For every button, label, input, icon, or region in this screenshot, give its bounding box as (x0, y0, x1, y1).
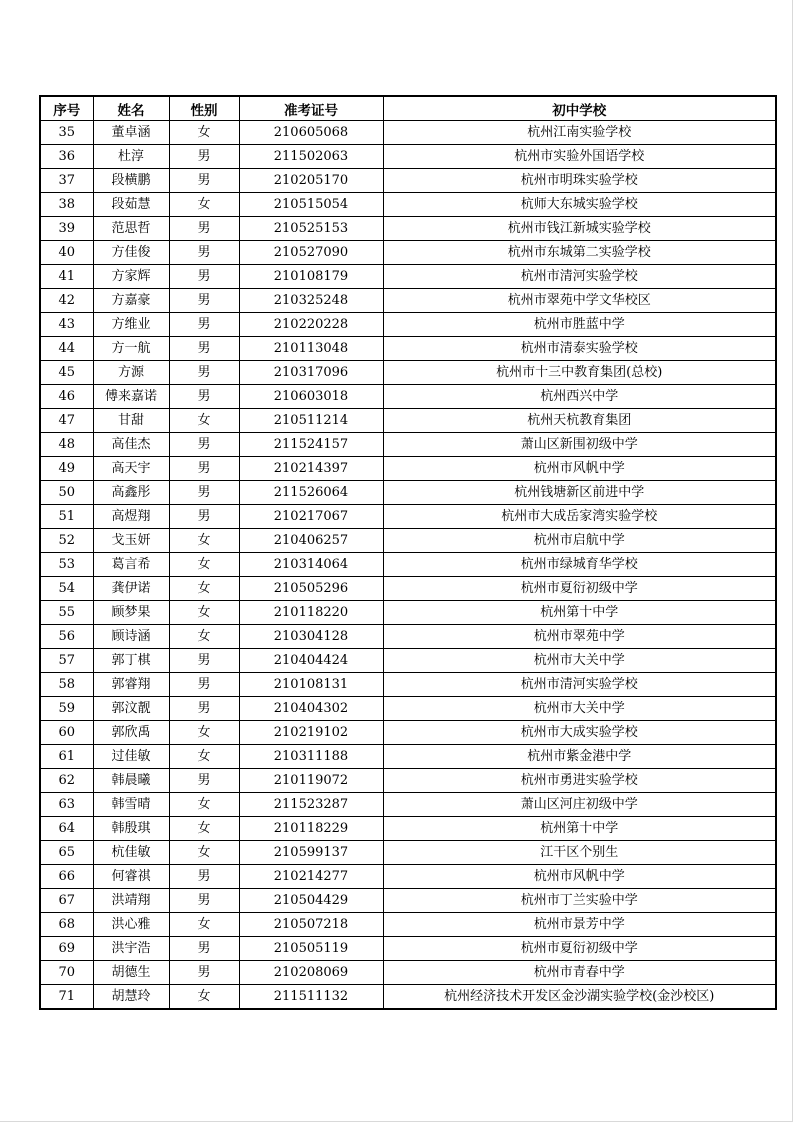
cell-name: 洪宇浩 (93, 937, 169, 961)
table-row (40, 913, 776, 937)
cell-name: 郭欣禹 (93, 721, 169, 745)
cell-name: 范思哲 (93, 217, 169, 241)
cell-serial-number: 61 (40, 745, 93, 769)
cell-exam-id: 210108179 (239, 265, 383, 289)
cell-exam-id: 210599137 (239, 841, 383, 865)
cell-name: 韩殷琪 (93, 817, 169, 841)
cell-exam-id: 210118220 (239, 601, 383, 625)
cell-serial-number: 70 (40, 961, 93, 985)
cell-name: 韩晨曦 (93, 769, 169, 793)
cell-exam-id: 210504429 (239, 889, 383, 913)
cell-name: 戈玉妍 (93, 529, 169, 553)
table-row (40, 505, 776, 529)
cell-name: 郭丁棋 (93, 649, 169, 673)
cell-name: 方一航 (93, 337, 169, 361)
cell-gender: 男 (169, 697, 239, 721)
table-body (40, 121, 776, 1010)
cell-name: 过佳敏 (93, 745, 169, 769)
table-row (40, 793, 776, 817)
table-row (40, 313, 776, 337)
cell-middle-school: 杭州西兴中学 (383, 385, 776, 409)
table-row (40, 361, 776, 385)
cell-exam-id: 210505119 (239, 937, 383, 961)
cell-exam-id: 211526064 (239, 481, 383, 505)
table-row (40, 553, 776, 577)
cell-gender: 男 (169, 769, 239, 793)
cell-gender: 男 (169, 961, 239, 985)
table-row (40, 721, 776, 745)
cell-middle-school: 杭州第十中学 (383, 601, 776, 625)
cell-name: 顾诗涵 (93, 625, 169, 649)
cell-name: 杭佳敏 (93, 841, 169, 865)
table-row (40, 985, 776, 1010)
cell-middle-school: 杭州市大成岳家湾实验学校 (383, 505, 776, 529)
table-row (40, 265, 776, 289)
cell-gender: 男 (169, 169, 239, 193)
cell-serial-number: 47 (40, 409, 93, 433)
cell-exam-id: 210605068 (239, 121, 383, 145)
table-row (40, 841, 776, 865)
cell-middle-school: 杭州市实验外国语学校 (383, 145, 776, 169)
cell-name: 洪心雅 (93, 913, 169, 937)
table-row (40, 697, 776, 721)
cell-name: 傅来嘉诺 (93, 385, 169, 409)
cell-gender: 女 (169, 409, 239, 433)
cell-exam-id: 210311188 (239, 745, 383, 769)
cell-exam-id: 210314064 (239, 553, 383, 577)
cell-middle-school: 杭州钱塘新区前进中学 (383, 481, 776, 505)
cell-serial-number: 44 (40, 337, 93, 361)
cell-exam-id: 210525153 (239, 217, 383, 241)
cell-middle-school: 杭州市启航中学 (383, 529, 776, 553)
cell-gender: 男 (169, 361, 239, 385)
cell-middle-school: 杭州市景芳中学 (383, 913, 776, 937)
table-row (40, 337, 776, 361)
cell-gender: 女 (169, 793, 239, 817)
header-serial-number: 序号 (40, 96, 93, 121)
table-row (40, 385, 776, 409)
cell-serial-number: 37 (40, 169, 93, 193)
cell-exam-id: 211523287 (239, 793, 383, 817)
cell-middle-school: 杭州市夏衍初级中学 (383, 937, 776, 961)
cell-name: 顾梦果 (93, 601, 169, 625)
cell-name: 郭睿翔 (93, 673, 169, 697)
table-row (40, 121, 776, 145)
cell-exam-id: 211524157 (239, 433, 383, 457)
cell-serial-number: 51 (40, 505, 93, 529)
cell-serial-number: 42 (40, 289, 93, 313)
cell-gender: 女 (169, 577, 239, 601)
cell-serial-number: 45 (40, 361, 93, 385)
cell-name: 胡德生 (93, 961, 169, 985)
cell-name: 高佳杰 (93, 433, 169, 457)
header-exam-id: 准考证号 (239, 96, 383, 121)
cell-serial-number: 48 (40, 433, 93, 457)
cell-name: 甘甜 (93, 409, 169, 433)
table-row (40, 937, 776, 961)
cell-serial-number: 62 (40, 769, 93, 793)
cell-serial-number: 41 (40, 265, 93, 289)
cell-name: 何睿祺 (93, 865, 169, 889)
cell-exam-id: 210404424 (239, 649, 383, 673)
cell-exam-id: 210217067 (239, 505, 383, 529)
cell-exam-id: 210113048 (239, 337, 383, 361)
cell-serial-number: 35 (40, 121, 93, 145)
cell-exam-id: 210507218 (239, 913, 383, 937)
header-row (40, 96, 776, 121)
cell-name: 段茹慧 (93, 193, 169, 217)
table-row (40, 169, 776, 193)
cell-name: 方维业 (93, 313, 169, 337)
table-header (40, 96, 776, 121)
cell-serial-number: 71 (40, 985, 93, 1010)
cell-gender: 男 (169, 865, 239, 889)
table-row (40, 577, 776, 601)
cell-serial-number: 60 (40, 721, 93, 745)
table-row (40, 481, 776, 505)
table-row (40, 409, 776, 433)
cell-gender: 男 (169, 433, 239, 457)
cell-exam-id: 210214277 (239, 865, 383, 889)
cell-exam-id: 210205170 (239, 169, 383, 193)
cell-middle-school: 杭州市青春中学 (383, 961, 776, 985)
cell-exam-id: 210214397 (239, 457, 383, 481)
cell-middle-school: 杭州市大成实验学校 (383, 721, 776, 745)
cell-name: 段横鹏 (93, 169, 169, 193)
table-row (40, 673, 776, 697)
cell-exam-id: 210317096 (239, 361, 383, 385)
header-name: 姓名 (93, 96, 169, 121)
cell-serial-number: 46 (40, 385, 93, 409)
cell-middle-school: 杭州市风帆中学 (383, 457, 776, 481)
cell-gender: 男 (169, 313, 239, 337)
cell-middle-school: 杭州市明珠实验学校 (383, 169, 776, 193)
cell-exam-id: 210119072 (239, 769, 383, 793)
cell-name: 方源 (93, 361, 169, 385)
table-row (40, 145, 776, 169)
cell-gender: 女 (169, 721, 239, 745)
cell-middle-school: 杭州市大关中学 (383, 649, 776, 673)
cell-middle-school: 杭州市绿城育华学校 (383, 553, 776, 577)
table-row (40, 649, 776, 673)
cell-name: 方嘉豪 (93, 289, 169, 313)
cell-serial-number: 68 (40, 913, 93, 937)
cell-name: 高鑫彤 (93, 481, 169, 505)
cell-middle-school: 杭师大东城实验学校 (383, 193, 776, 217)
cell-serial-number: 64 (40, 817, 93, 841)
cell-middle-school: 杭州天杭教育集团 (383, 409, 776, 433)
cell-serial-number: 38 (40, 193, 93, 217)
cell-exam-id: 210603018 (239, 385, 383, 409)
cell-gender: 男 (169, 217, 239, 241)
cell-middle-school: 杭州市胜蓝中学 (383, 313, 776, 337)
student-roster-table (39, 95, 777, 1010)
cell-serial-number: 66 (40, 865, 93, 889)
cell-gender: 女 (169, 553, 239, 577)
cell-exam-id: 210515054 (239, 193, 383, 217)
cell-exam-id: 210527090 (239, 241, 383, 265)
table-row (40, 217, 776, 241)
cell-gender: 女 (169, 121, 239, 145)
cell-middle-school: 杭州市紫金港中学 (383, 745, 776, 769)
cell-gender: 女 (169, 745, 239, 769)
cell-middle-school: 杭州市翠苑中学文华校区 (383, 289, 776, 313)
cell-name: 杜淳 (93, 145, 169, 169)
cell-gender: 男 (169, 265, 239, 289)
cell-gender: 女 (169, 529, 239, 553)
cell-gender: 男 (169, 337, 239, 361)
table-row (40, 817, 776, 841)
table-row (40, 457, 776, 481)
cell-exam-id: 210304128 (239, 625, 383, 649)
cell-serial-number: 53 (40, 553, 93, 577)
cell-gender: 女 (169, 841, 239, 865)
cell-middle-school: 杭州江南实验学校 (383, 121, 776, 145)
header-gender: 性别 (169, 96, 239, 121)
cell-serial-number: 49 (40, 457, 93, 481)
cell-name: 郭汶靓 (93, 697, 169, 721)
cell-name: 洪靖翔 (93, 889, 169, 913)
cell-gender: 女 (169, 817, 239, 841)
table-row (40, 625, 776, 649)
cell-gender: 男 (169, 889, 239, 913)
cell-gender: 男 (169, 145, 239, 169)
table-row (40, 961, 776, 985)
table-row (40, 889, 776, 913)
table-row (40, 865, 776, 889)
cell-middle-school: 杭州市风帆中学 (383, 865, 776, 889)
cell-middle-school: 萧山区新围初级中学 (383, 433, 776, 457)
cell-gender: 男 (169, 937, 239, 961)
table-row (40, 529, 776, 553)
cell-name: 董卓涵 (93, 121, 169, 145)
table-row (40, 601, 776, 625)
cell-gender: 女 (169, 625, 239, 649)
cell-middle-school: 杭州市清河实验学校 (383, 265, 776, 289)
cell-serial-number: 52 (40, 529, 93, 553)
cell-gender: 女 (169, 193, 239, 217)
cell-exam-id: 211502063 (239, 145, 383, 169)
cell-gender: 男 (169, 241, 239, 265)
cell-middle-school: 杭州市夏衍初级中学 (383, 577, 776, 601)
table-row (40, 241, 776, 265)
header-middle-school: 初中学校 (383, 96, 776, 121)
cell-middle-school: 萧山区河庄初级中学 (383, 793, 776, 817)
cell-gender: 男 (169, 649, 239, 673)
cell-serial-number: 67 (40, 889, 93, 913)
cell-name: 高煜翔 (93, 505, 169, 529)
cell-serial-number: 54 (40, 577, 93, 601)
cell-middle-school: 杭州市清泰实验学校 (383, 337, 776, 361)
cell-serial-number: 39 (40, 217, 93, 241)
cell-serial-number: 36 (40, 145, 93, 169)
cell-name: 方佳俊 (93, 241, 169, 265)
cell-serial-number: 59 (40, 697, 93, 721)
cell-middle-school: 杭州市钱江新城实验学校 (383, 217, 776, 241)
cell-gender: 男 (169, 481, 239, 505)
cell-exam-id: 211511132 (239, 985, 383, 1010)
cell-gender: 男 (169, 385, 239, 409)
table-row (40, 433, 776, 457)
cell-serial-number: 55 (40, 601, 93, 625)
cell-gender: 女 (169, 913, 239, 937)
cell-name: 胡慧玲 (93, 985, 169, 1010)
table-row (40, 745, 776, 769)
table-row (40, 193, 776, 217)
cell-name: 高天宇 (93, 457, 169, 481)
cell-gender: 男 (169, 457, 239, 481)
cell-name: 葛言希 (93, 553, 169, 577)
cell-middle-school: 杭州市清河实验学校 (383, 673, 776, 697)
cell-exam-id: 210108131 (239, 673, 383, 697)
cell-serial-number: 57 (40, 649, 93, 673)
cell-exam-id: 210325248 (239, 289, 383, 313)
cell-name: 方家辉 (93, 265, 169, 289)
cell-exam-id: 210219102 (239, 721, 383, 745)
cell-middle-school: 杭州市大关中学 (383, 697, 776, 721)
cell-exam-id: 210511214 (239, 409, 383, 433)
cell-middle-school: 杭州经济技术开发区金沙湖实验学校(金沙校区) (383, 985, 776, 1010)
cell-middle-school: 杭州市十三中教育集团(总校) (383, 361, 776, 385)
cell-exam-id: 210505296 (239, 577, 383, 601)
cell-serial-number: 56 (40, 625, 93, 649)
cell-middle-school: 江干区个别生 (383, 841, 776, 865)
cell-middle-school: 杭州市丁兰实验中学 (383, 889, 776, 913)
cell-gender: 男 (169, 673, 239, 697)
cell-exam-id: 210220228 (239, 313, 383, 337)
cell-serial-number: 50 (40, 481, 93, 505)
cell-exam-id: 210406257 (239, 529, 383, 553)
cell-exam-id: 210404302 (239, 697, 383, 721)
cell-name: 韩雪晴 (93, 793, 169, 817)
cell-exam-id: 210118229 (239, 817, 383, 841)
table-row (40, 289, 776, 313)
cell-gender: 女 (169, 601, 239, 625)
cell-serial-number: 69 (40, 937, 93, 961)
cell-serial-number: 63 (40, 793, 93, 817)
cell-serial-number: 43 (40, 313, 93, 337)
table-row (40, 769, 776, 793)
cell-gender: 女 (169, 985, 239, 1010)
cell-name: 龚伊诺 (93, 577, 169, 601)
cell-serial-number: 65 (40, 841, 93, 865)
cell-middle-school: 杭州市东城第二实验学校 (383, 241, 776, 265)
cell-gender: 男 (169, 289, 239, 313)
cell-middle-school: 杭州市勇进实验学校 (383, 769, 776, 793)
cell-serial-number: 40 (40, 241, 93, 265)
cell-gender: 男 (169, 505, 239, 529)
cell-middle-school: 杭州第十中学 (383, 817, 776, 841)
cell-exam-id: 210208069 (239, 961, 383, 985)
cell-middle-school: 杭州市翠苑中学 (383, 625, 776, 649)
cell-serial-number: 58 (40, 673, 93, 697)
